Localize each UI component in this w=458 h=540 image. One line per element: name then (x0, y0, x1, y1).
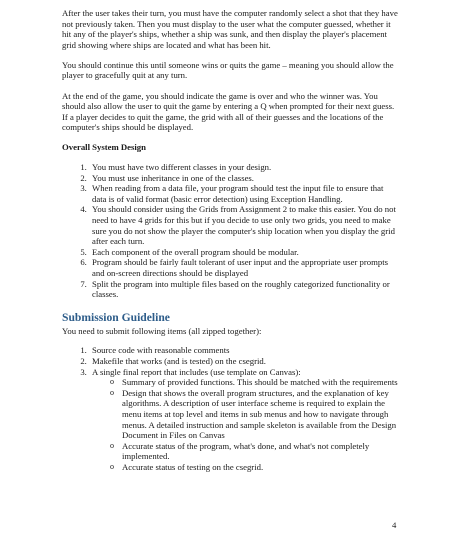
design-item-6: 6. Program should be fairly fault tolerant of user input and the appropriate user prompts and on-screen directions should be displayed (89, 257, 398, 278)
overall-design-heading: Overall System Design (62, 142, 146, 153)
submission-intro: You need to submit following items (all zipped together): (62, 325, 262, 336)
design-item-4: 4. You should consider using the Grids from Assignment 2 to make this easier. You do not need to have 4 grids for this but if you decide to use only two grids, you need to make sure you do not show the player the computer's ship location when you display the grid after each turn. (89, 204, 398, 246)
document-page (62, 8, 398, 472)
design-item-2: 2. You must use inheritance in one of the classes. (89, 173, 398, 184)
report-item-summary-text: Summary of provided functions. This should be matched with the requirements (122, 377, 398, 388)
bullet-icon: o (110, 377, 114, 387)
submission-item-2: 2. Makefile that works (and is tested) on the csegrid. (89, 356, 398, 367)
paragraph-end-of-game: At the end of the game, you should indicate the game is over and who the winner was. You should also allow the user to quit the game by entering a Q when prompted for their next guess. If a player decides to quit the game, the grid with all of their guesses and the locations of the computer's ships should be displayed. (62, 90, 395, 133)
report-item-program-status-text: Accurate status of the program, what's done, and what's not completely implemented. (122, 440, 370, 462)
submission-item-3 (89, 367, 398, 473)
paragraph-continue: You should continue this until someone wins or quits the game – meaning you should allow the player to gracefully quit at any turn. (62, 59, 394, 81)
overall-design-list (62, 162, 398, 300)
design-item-7: 7. Split the program into multiple files based on the roughly categorized functionality or classes. (89, 279, 398, 300)
bullet-icon: o (110, 440, 114, 450)
bullet-icon: o (110, 461, 114, 471)
design-item-1: 1. You must have two different classes in your design. (89, 162, 398, 173)
report-item-testing-status-text: Accurate status of testing on the csegrid. (122, 461, 264, 472)
bullet-icon: o (110, 387, 114, 397)
report-item-summary (110, 377, 398, 388)
report-item-program-status (110, 441, 398, 462)
report-item-design (110, 388, 398, 441)
design-item-5: 5. Each component of the overall program should be modular. (89, 247, 398, 258)
submission-list (62, 345, 398, 472)
report-item-testing-status (110, 462, 398, 473)
report-contents-list (92, 377, 398, 472)
page-number: 4 (392, 520, 397, 530)
paragraph-computer-turn: After the user takes their turn, you must have the computer randomly select a shot that they have not previously taken. Then you must display to the user what the computer guessed, whether it hit any of the player's ships, whether a ship was sunk, and then display the player's placement grid showing where ships are located and what has been hit. (62, 8, 398, 50)
submission-item-1: 1. Source code with reasonable comments (89, 345, 398, 356)
report-item-design-text: Design that shows the overall program structures, and the explanation of key algorithms. A description of user interface scheme is required to explain the menu items at top level and items in sub menus and how to navigate through menus. A detailed instruction and sample skeleton is available from the Design Document in Files on Canvas (122, 387, 397, 441)
submission-item-3-text: A single final report that includes (use template on Canvas): (92, 366, 301, 377)
submission-heading: Submission Guideline (62, 310, 170, 324)
design-item-3: 3. When reading from a data file, your program should test the input file to ensure that data is of valid format (basic error detection) using Exception Handling. (89, 183, 398, 204)
